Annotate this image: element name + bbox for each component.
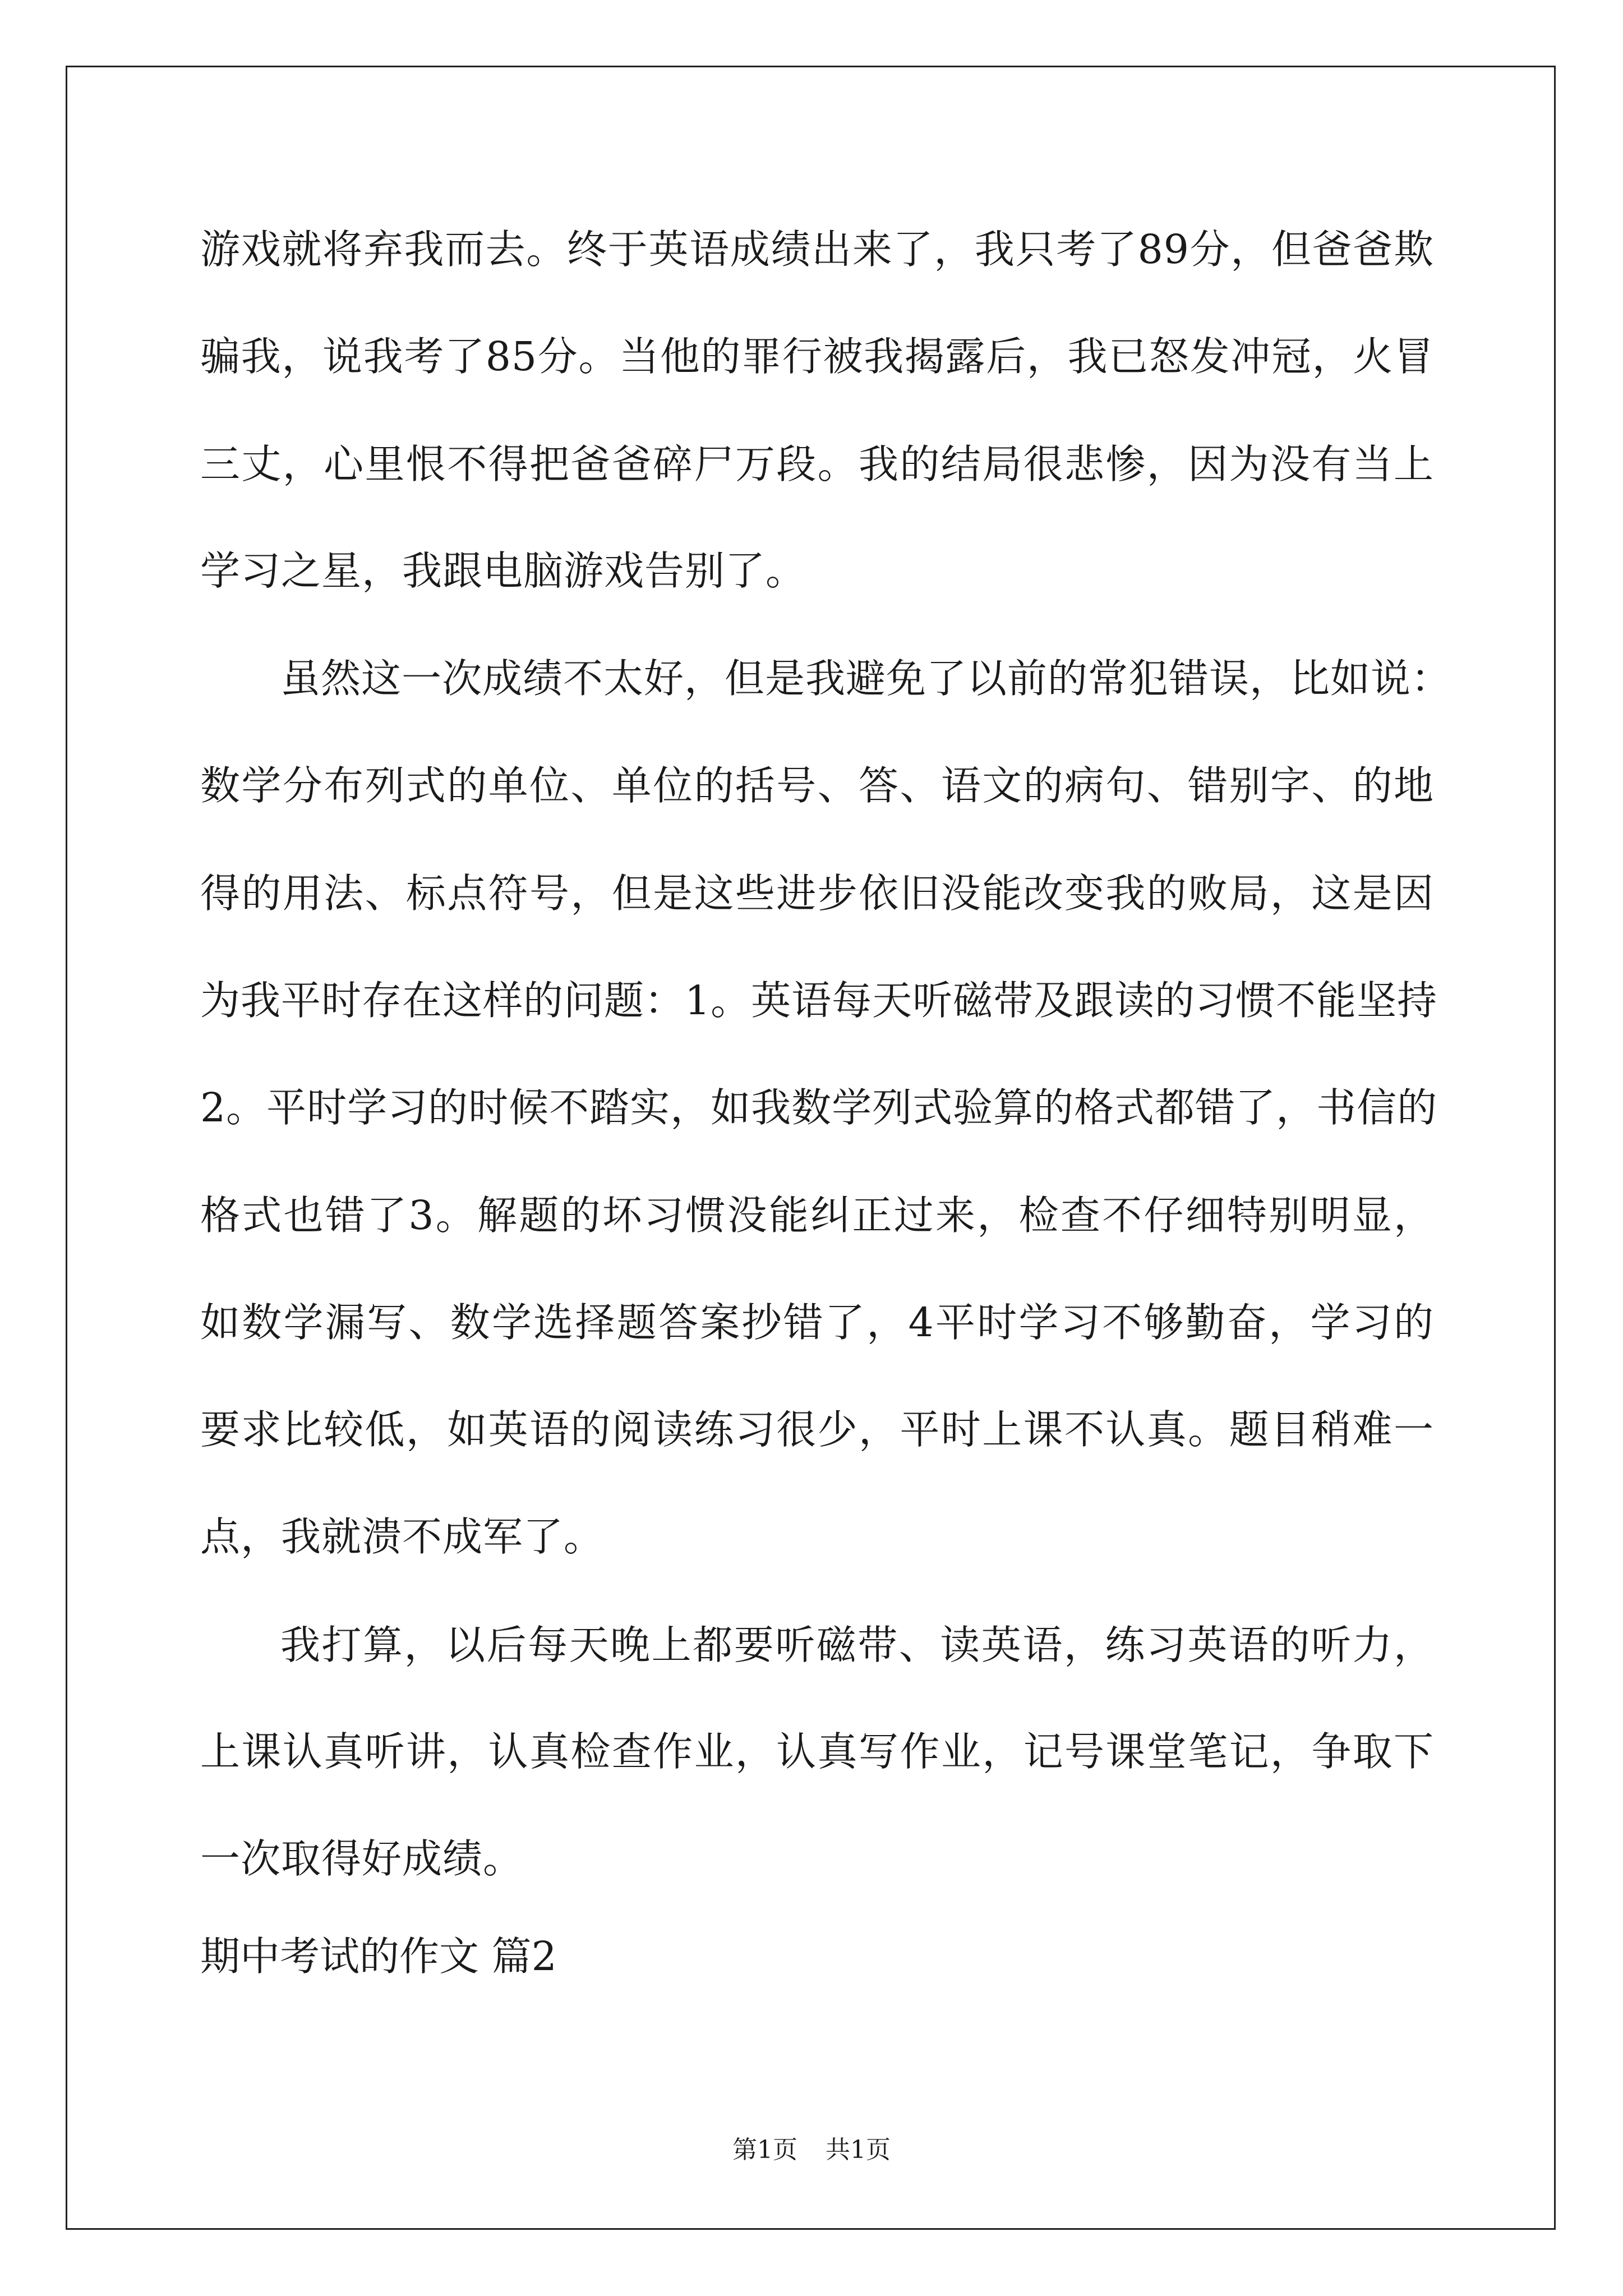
page-footer	[0, 2129, 1623, 2165]
section-heading: 期中考试的作文 篇2	[200, 1933, 557, 1980]
paragraph-line-7: 得的用法、标点符号，但是这些进步依旧没能改变我的败局，这是因	[200, 870, 1434, 917]
paragraph-line-11: 如数学漏写、数学选择题答案抄错了，4平时学习不够勤奋，学习的	[200, 1299, 1434, 1346]
paragraph-line-15: 上课认真听讲，认真检查作业，认真写作业，记号课堂笔记，争取下	[200, 1728, 1434, 1775]
paragraph-line-9: 2。平时学习的时候不踏实，如我数学列式验算的格式都错了，书信的	[200, 1084, 1438, 1131]
paragraph-line-8: 为我平时存在这样的问题：1。英语每天听磁带及跟读的习惯不能坚持	[200, 977, 1438, 1024]
paragraph-line-14: 我打算，以后每天晚上都要听磁带、读英语，练习英语的听力，	[280, 1622, 1434, 1668]
paragraph-line-3: 三丈，心里恨不得把爸爸碎尸万段。我的结局很悲惨，因为没有当上	[200, 441, 1434, 487]
page-number: 第1页	[732, 2136, 797, 2164]
page-border	[66, 66, 1556, 2230]
paragraph-line-12: 要求比较低，如英语的阅读练习很少，平时上课不认真。题目稍难一	[200, 1406, 1434, 1453]
paragraph-line-13: 点，我就溃不成军了。	[200, 1513, 605, 1560]
paragraph-line-6: 数学分布列式的单位、单位的括号、答、语文的病句、错别字、的地	[200, 762, 1434, 809]
paragraph-line-10: 格式也错了3。解题的坏习惯没能纠正过来，检查不仔细特别明显，	[200, 1192, 1434, 1239]
paragraph-line-16: 一次取得好成绩。	[200, 1835, 524, 1882]
paragraph-line-1: 游戏就将弃我而去。终于英语成绩出来了，我只考了89分，但爸爸欺	[200, 226, 1434, 273]
paragraph-line-4: 学习之星，我跟电脑游戏告别了。	[200, 547, 806, 594]
page-total: 共1页	[826, 2136, 891, 2164]
paragraph-line-2: 骗我，说我考了85分。当他的罪行被我揭露后，我已怒发冲冠，火冒	[200, 333, 1434, 380]
paragraph-line-5: 虽然这一次成绩不太好，但是我避免了以前的常犯错误，比如说：	[280, 655, 1452, 702]
